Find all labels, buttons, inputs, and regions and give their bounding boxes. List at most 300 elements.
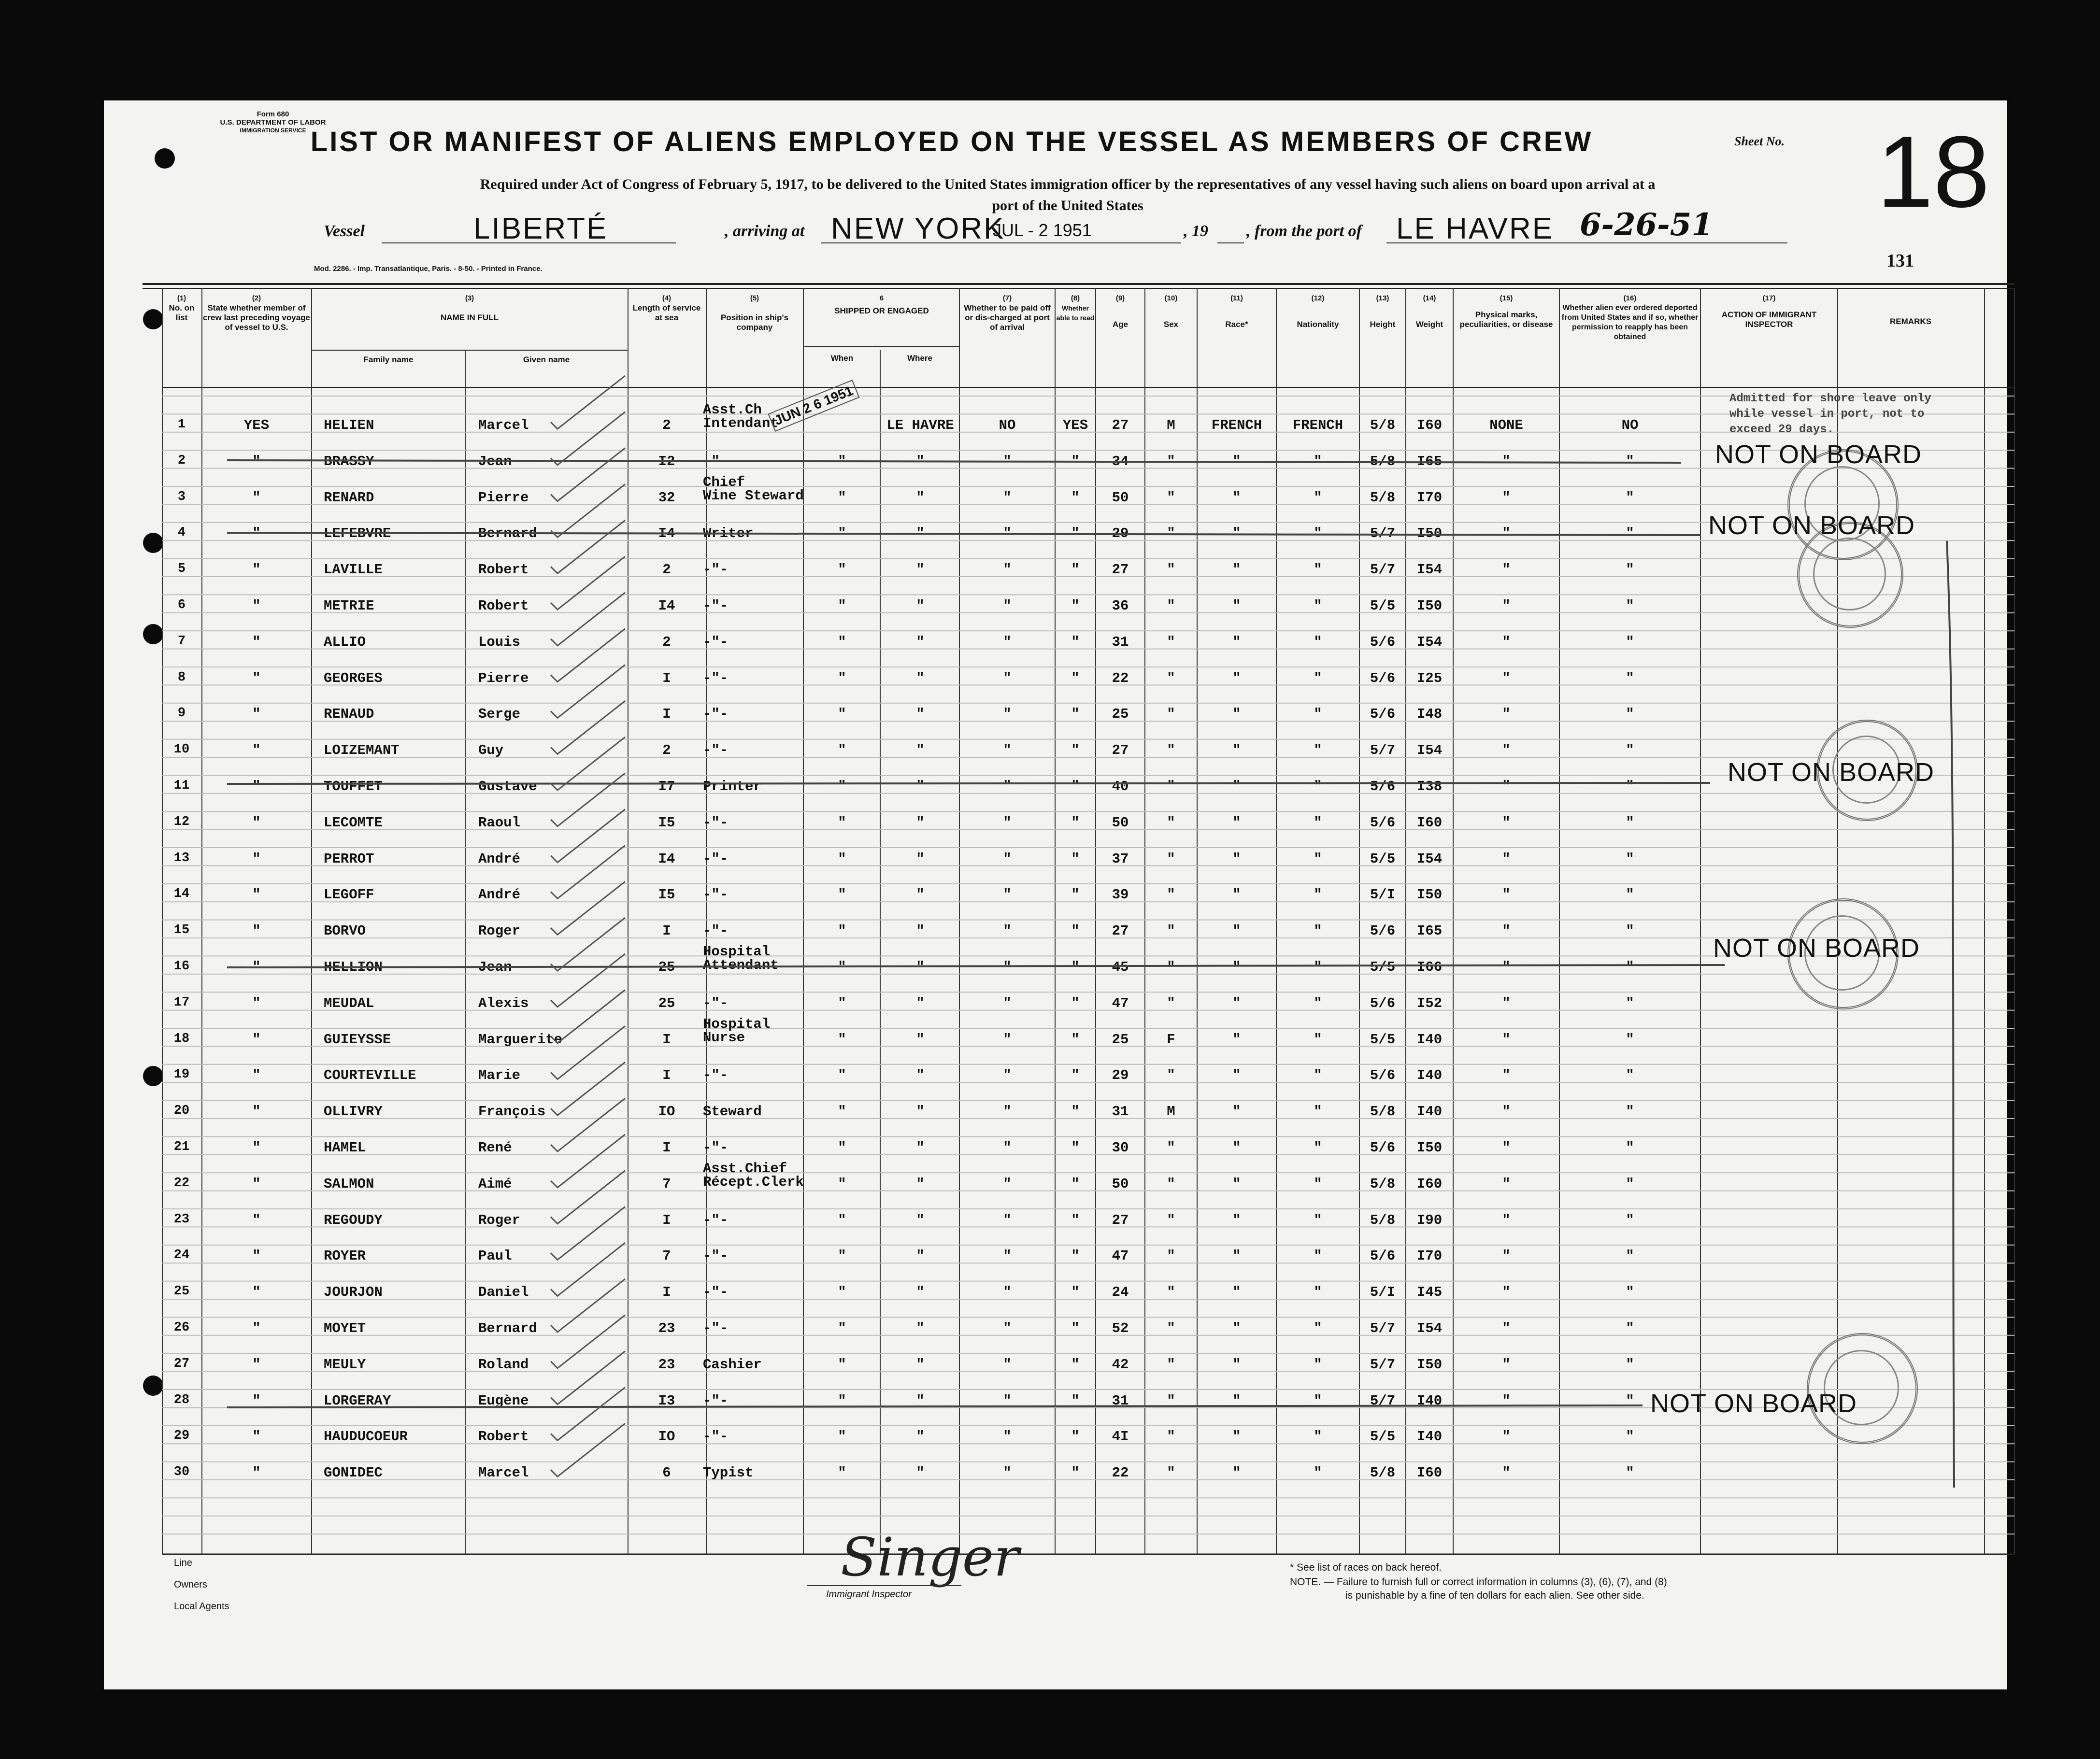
row-read: ": [1071, 1320, 1080, 1336]
row-sex: ": [1167, 670, 1175, 686]
row-family: LEFEBVRE: [324, 525, 391, 542]
row-sex: ": [1167, 1140, 1175, 1156]
row-when: ": [838, 1031, 846, 1048]
row-given: René: [478, 1140, 512, 1156]
row-given: Daniel: [478, 1284, 529, 1301]
row-family: TOUFFET: [324, 779, 383, 794]
check-mark: [551, 1423, 625, 1476]
row-where: ": [916, 995, 925, 1011]
row-where: ": [916, 562, 925, 578]
row-read: ": [1071, 887, 1080, 903]
row-nat: ": [1314, 1067, 1322, 1084]
row-age: 50: [1112, 814, 1129, 831]
row-nat: ": [1314, 1392, 1322, 1409]
row-paid: NO: [999, 417, 1016, 433]
row-when: ": [838, 634, 846, 650]
row-paid: ": [1003, 1429, 1012, 1445]
row-sex: ": [1167, 851, 1175, 867]
row-given: Bernard: [478, 525, 537, 542]
row-given: Marie: [478, 1067, 521, 1084]
row-when: ": [838, 1212, 846, 1228]
row-weight: I48: [1416, 706, 1443, 723]
not-on-board-stamp: NOT ON BOARD: [1650, 1389, 1857, 1418]
row-when: ": [838, 1176, 846, 1192]
row-read: ": [1071, 634, 1080, 650]
row-race: ": [1232, 525, 1241, 542]
row-height: 5/5: [1370, 598, 1396, 614]
row-height: 5/6: [1370, 779, 1396, 794]
row-race: ": [1232, 995, 1241, 1011]
row-prev: ": [252, 923, 261, 939]
row-svc: 2: [662, 417, 671, 433]
row-sex: ": [1167, 779, 1175, 794]
row-sex: ": [1167, 1212, 1175, 1228]
row-marks: ": [1502, 1465, 1511, 1481]
row-no: 16: [173, 959, 190, 974]
row-read: ": [1071, 489, 1080, 506]
row-family: LECOMTE: [324, 814, 383, 831]
row-no: 5: [177, 562, 186, 577]
row-position: -"-: [703, 598, 729, 614]
row-given: Jean: [478, 959, 512, 975]
row-position: -"-: [703, 634, 729, 650]
row-race: ": [1232, 851, 1241, 867]
row-family: BRASSY: [324, 453, 374, 469]
row-read: ": [1071, 1104, 1080, 1120]
row-sex: ": [1167, 1356, 1175, 1373]
row-paid: ": [1003, 814, 1012, 831]
row-given: Roger: [478, 923, 521, 939]
row-no: 26: [173, 1320, 190, 1335]
row-family: RENAUD: [324, 706, 374, 723]
row-marks: ": [1502, 995, 1511, 1011]
races-note: * See list of races on back hereof.: [1290, 1562, 1442, 1573]
row-position-line2: Wine Steward: [703, 487, 804, 504]
row-read: ": [1071, 959, 1080, 975]
col15-header: (15) Physical marks, peculiarities, or disease: [1459, 294, 1553, 329]
row-given: Paul: [478, 1248, 512, 1264]
row-when: ": [838, 1284, 846, 1301]
row-when: ": [838, 489, 846, 506]
row-no: 18: [173, 1031, 190, 1046]
row-age: 29: [1112, 525, 1129, 542]
row-height: 5/8: [1370, 1176, 1396, 1192]
row-nat: ": [1314, 489, 1322, 506]
row-given: Serge: [478, 706, 521, 723]
departure-date: 6-26-51: [1580, 207, 1713, 243]
row-family: ALLIO: [324, 634, 366, 650]
row-age: 31: [1112, 1104, 1129, 1120]
row-family: PERROT: [324, 851, 374, 867]
row-given: Marcel: [478, 1465, 529, 1481]
not-on-board-stamp: NOT ON BOARD: [1728, 758, 1935, 787]
row-nat: ": [1314, 1031, 1322, 1048]
row-svc: 7: [662, 1248, 671, 1264]
when-header: When: [830, 354, 854, 363]
fine-note-2: is punishable by a fine of ten dollars for each alien. See other side.: [1345, 1590, 1644, 1601]
row-where: ": [916, 923, 925, 939]
row-age: 45: [1112, 959, 1129, 975]
row-sex: ": [1167, 995, 1175, 1011]
row-race: ": [1232, 1429, 1241, 1445]
not-on-board-stamp: NOT ON BOARD: [1713, 934, 1920, 963]
row-no: 10: [173, 742, 190, 757]
row-given: Robert: [478, 1429, 529, 1445]
row-deported: ": [1626, 598, 1634, 614]
row-sex: ": [1167, 923, 1175, 939]
row-position: Asst.Ch: [703, 402, 762, 418]
from-label: , from the port of: [1246, 222, 1362, 240]
row-no: 19: [173, 1067, 190, 1082]
row-svc: I: [662, 923, 671, 939]
row-position: Chief: [703, 474, 745, 490]
row-age: 36: [1112, 598, 1129, 614]
row-prev: ": [252, 634, 261, 650]
row-paid: ": [1003, 1248, 1012, 1264]
row-read: ": [1071, 598, 1080, 614]
row-prev: ": [252, 851, 261, 867]
row-given: Roland: [478, 1356, 529, 1373]
row-sex: F: [1167, 1031, 1175, 1048]
row-svc: 25: [658, 995, 675, 1011]
row-age: 47: [1112, 1248, 1129, 1264]
row-where: ": [916, 598, 925, 614]
row-weight: I50: [1416, 1356, 1443, 1373]
row-deported: ": [1626, 1320, 1634, 1336]
row-sex: ": [1167, 525, 1175, 542]
row-nat: ": [1314, 562, 1322, 578]
row-read: ": [1071, 453, 1080, 469]
row-prev: YES: [243, 417, 270, 433]
row-paid: ": [1003, 1392, 1012, 1409]
row-deported: ": [1626, 923, 1634, 939]
col3-header: (3) NAME IN FULL: [441, 294, 499, 322]
row-race: FRENCH: [1211, 417, 1262, 433]
row-family: LORGERAY: [324, 1392, 391, 1409]
row-weight: I65: [1416, 453, 1443, 469]
row-prev: ": [252, 1465, 261, 1481]
printer-mark: Mod. 2286. - Imp. Transatlantique, Paris. - 8-50. - Printed in France.: [314, 265, 543, 273]
row-when: ": [838, 1067, 846, 1084]
row-prev: ": [252, 1356, 261, 1373]
row-paid: ": [1003, 779, 1012, 794]
row-where: ": [916, 1140, 925, 1156]
row-family: OLLIVRY: [324, 1104, 383, 1120]
row-height: 5/7: [1370, 1320, 1396, 1336]
row-where: ": [916, 1356, 925, 1373]
row-height: 5/8: [1370, 417, 1396, 433]
row-prev: ": [252, 1104, 261, 1120]
row-when: ": [838, 959, 846, 975]
row-position-line2: Attendant: [703, 957, 779, 973]
row-nat: ": [1314, 1356, 1322, 1373]
row-sex: ": [1167, 1392, 1175, 1409]
row-sex: ": [1167, 1176, 1175, 1192]
row-prev: ": [252, 1212, 261, 1228]
row-marks: ": [1502, 634, 1511, 650]
row-given: François: [478, 1104, 546, 1120]
row-race: ": [1232, 1140, 1241, 1156]
row-nat: ": [1314, 1429, 1322, 1445]
row-position: -"-: [703, 887, 729, 903]
row-no: 7: [177, 634, 186, 649]
row-read: ": [1071, 706, 1080, 723]
row-svc: IO: [658, 1104, 675, 1120]
row-prev: ": [252, 742, 261, 759]
row-read: ": [1071, 562, 1080, 578]
row-deported: ": [1626, 887, 1634, 903]
row-height: 5/6: [1370, 1248, 1396, 1264]
row-position: Hospital: [703, 944, 771, 960]
col2-header: (2) State whether member of crew last preceding voyage of vessel to U.S.: [202, 294, 311, 332]
row-paid: ": [1003, 1031, 1012, 1048]
row-height: 5/6: [1370, 1067, 1396, 1084]
row-position: -"-: [703, 1429, 729, 1445]
row-read: ": [1071, 1248, 1080, 1264]
row-where: ": [916, 1392, 925, 1409]
row-given: Pierre: [478, 489, 529, 506]
row-marks: ": [1502, 489, 1511, 506]
row-marks: ": [1502, 851, 1511, 867]
row-when: ": [838, 453, 846, 469]
row-paid: ": [1003, 598, 1012, 614]
row-position: Typist: [703, 1465, 754, 1481]
row-given: Alexis: [478, 995, 529, 1011]
row-height: 5/8: [1370, 1465, 1396, 1481]
row-where: ": [916, 706, 925, 723]
row-prev: ": [252, 1067, 261, 1084]
row-deported: ": [1626, 1140, 1634, 1156]
row-age: 25: [1112, 706, 1129, 723]
row-position: -"-: [703, 742, 729, 759]
row-where: ": [916, 779, 925, 794]
row-nat: ": [1314, 1248, 1322, 1264]
row-svc: I: [662, 670, 671, 686]
row-read: ": [1071, 525, 1080, 542]
sheet-number: 18: [1877, 115, 1990, 228]
row-weight: I38: [1416, 779, 1443, 794]
row-deported: ": [1626, 1284, 1634, 1301]
row-prev: ": [252, 670, 261, 686]
row-family: GUIEYSSE: [324, 1031, 391, 1048]
row-nat: ": [1314, 1212, 1322, 1228]
row-where: ": [916, 634, 925, 650]
row-svc: 2: [662, 634, 671, 650]
row-height: 5/7: [1370, 562, 1396, 578]
row-svc: 2: [662, 742, 671, 759]
row-given: Bernard: [478, 1320, 537, 1336]
row-race: ": [1232, 814, 1241, 831]
row-marks: ": [1502, 1320, 1511, 1336]
row-where: ": [916, 1284, 925, 1301]
row-race: ": [1232, 1356, 1241, 1373]
row-svc: I7: [658, 779, 675, 794]
row-prev: ": [252, 1392, 261, 1409]
row-paid: ": [1003, 525, 1012, 542]
row-where: ": [916, 887, 925, 903]
row-read: ": [1071, 1140, 1080, 1156]
row-svc: I: [662, 1284, 671, 1301]
row-given: Eugène: [478, 1392, 529, 1409]
row-deported: ": [1626, 525, 1634, 542]
row-svc: I: [662, 1140, 671, 1156]
col7-header: (7) Whether to be paid off or dis-charged at port of arrival: [964, 294, 1051, 332]
row-where: ": [916, 525, 925, 542]
row-no: 29: [173, 1429, 190, 1444]
row-sex: ": [1167, 887, 1175, 903]
row-svc: I3: [658, 1392, 675, 1409]
row-height: 5/5: [1370, 1031, 1396, 1048]
row-age: 22: [1112, 670, 1129, 686]
row-paid: ": [1003, 1284, 1012, 1301]
row-marks: ": [1502, 742, 1511, 759]
footer-line-label: Line: [174, 1558, 192, 1568]
col13-header: (13) Height: [1370, 294, 1396, 329]
row-when: ": [838, 1140, 846, 1156]
row-height: 5/7: [1370, 1356, 1396, 1373]
col17-header: (17) ACTION OF IMMIGRANT INSPECTOR: [1721, 294, 1817, 329]
row-read: ": [1071, 742, 1080, 759]
row-family: HAMEL: [324, 1140, 366, 1156]
row-marks: ": [1502, 887, 1511, 903]
row-marks: ": [1502, 1248, 1511, 1264]
row-paid: ": [1003, 1320, 1012, 1336]
row-paid: ": [1003, 959, 1012, 975]
row-deported: ": [1626, 634, 1634, 650]
row-age: 34: [1112, 453, 1129, 469]
row-paid: ": [1003, 453, 1012, 469]
sheet-label: Sheet No.: [1734, 134, 1785, 148]
row-given: André: [478, 851, 521, 867]
row-marks: ": [1502, 1067, 1511, 1084]
row-read: ": [1071, 923, 1080, 939]
row-where: ": [916, 1248, 925, 1264]
row-height: 5/7: [1370, 525, 1396, 542]
row-family: JOURJON: [324, 1284, 383, 1301]
row-sex: ": [1167, 1284, 1175, 1301]
row-when: ": [838, 706, 846, 723]
col9-header: (9) Age: [1112, 294, 1129, 329]
row-age: 4I: [1112, 1429, 1129, 1445]
year-label: , 19: [1184, 222, 1208, 240]
row-family: MEULY: [324, 1356, 366, 1373]
row-race: ": [1232, 1212, 1241, 1228]
row-prev: ": [252, 959, 261, 975]
given-name-header: Given name: [523, 355, 570, 364]
row-read: ": [1071, 779, 1080, 794]
row-nat: ": [1314, 1104, 1322, 1120]
row-race: ": [1232, 1248, 1241, 1264]
row-race: ": [1232, 923, 1241, 939]
row-svc: 6: [662, 1465, 671, 1481]
row-sex: ": [1167, 959, 1175, 975]
row-race: ": [1232, 742, 1241, 759]
row-svc: I: [662, 1067, 671, 1084]
row-paid: ": [1003, 995, 1012, 1011]
row-height: 5/7: [1370, 742, 1396, 759]
row-no: 21: [173, 1140, 190, 1154]
row-nat: ": [1314, 525, 1322, 542]
row-paid: ": [1003, 851, 1012, 867]
row-deported: ": [1626, 1067, 1634, 1084]
inspector-label: Immigrant Inspector: [826, 1589, 912, 1600]
row-no: 14: [173, 887, 190, 902]
row-when: ": [838, 1465, 846, 1481]
row-race: ": [1232, 1031, 1241, 1048]
row-svc: I4: [658, 851, 675, 867]
row-where: ": [916, 1429, 925, 1445]
col10-header: (10) Sex: [1163, 294, 1179, 329]
row-where: ": [916, 959, 925, 975]
row-age: 27: [1112, 742, 1129, 759]
col8-header: (8) Whether able to read: [1056, 294, 1095, 322]
row-when: ": [838, 1356, 846, 1373]
row-no: 20: [173, 1104, 190, 1119]
row-family: SALMON: [324, 1176, 374, 1192]
row-no: 13: [173, 851, 190, 865]
row-paid: ": [1003, 489, 1012, 506]
row-where: ": [916, 742, 925, 759]
row-prev: ": [252, 598, 261, 614]
col14-header: (14) Weight: [1415, 294, 1443, 329]
row-position: Writer: [703, 525, 754, 542]
row-given: Roger: [478, 1212, 521, 1228]
row-age: 50: [1112, 489, 1129, 506]
row-where: ": [916, 670, 925, 686]
row-marks: ": [1502, 562, 1511, 578]
row-family: LOIZEMANT: [324, 742, 400, 759]
row-svc: I4: [658, 598, 675, 614]
row-height: 5/6: [1370, 814, 1396, 831]
col1-header: (1) No. on list: [169, 294, 195, 322]
row-race: ": [1232, 453, 1241, 469]
row-nat: ": [1314, 923, 1322, 939]
row-nat: ": [1314, 1320, 1322, 1336]
row-height: 5/6: [1370, 1140, 1396, 1156]
row-sex: ": [1167, 742, 1175, 759]
row-when: ": [838, 887, 846, 903]
row-when: ": [838, 779, 846, 794]
row-deported: ": [1626, 851, 1634, 867]
row-no: 28: [173, 1392, 190, 1407]
row-marks: ": [1502, 1031, 1511, 1048]
row-sex: ": [1167, 562, 1175, 578]
row-weight: I60: [1416, 1465, 1443, 1481]
row-sex: M: [1167, 417, 1175, 433]
row-weight: I25: [1416, 670, 1443, 686]
row-svc: I5: [658, 887, 675, 903]
row-marks: ": [1502, 1140, 1511, 1156]
row-given: Raoul: [478, 814, 521, 831]
row-prev: ": [252, 814, 261, 831]
row-height: 5/6: [1370, 670, 1396, 686]
row-deported: ": [1626, 1465, 1634, 1481]
row-no: 6: [177, 598, 186, 612]
row-no: 25: [173, 1284, 190, 1299]
row-deported: ": [1626, 995, 1634, 1011]
row-weight: I70: [1416, 1248, 1443, 1264]
row-read: ": [1071, 1429, 1080, 1445]
date-stamp: JUN 2 6 1951: [768, 380, 859, 432]
form-id: Form 680 U.S. DEPARTMENT OF LABOR IMMIGRATION SERVICE: [220, 110, 326, 134]
row-weight: I40: [1416, 1429, 1443, 1445]
row-position: -"-: [703, 1212, 729, 1228]
row-marks: ": [1502, 1429, 1511, 1445]
row-position-line2: Nurse: [703, 1029, 745, 1046]
row-no: 24: [173, 1248, 190, 1263]
row-position: -"-: [703, 453, 729, 469]
col18-header: REMARKS: [1890, 317, 1931, 326]
